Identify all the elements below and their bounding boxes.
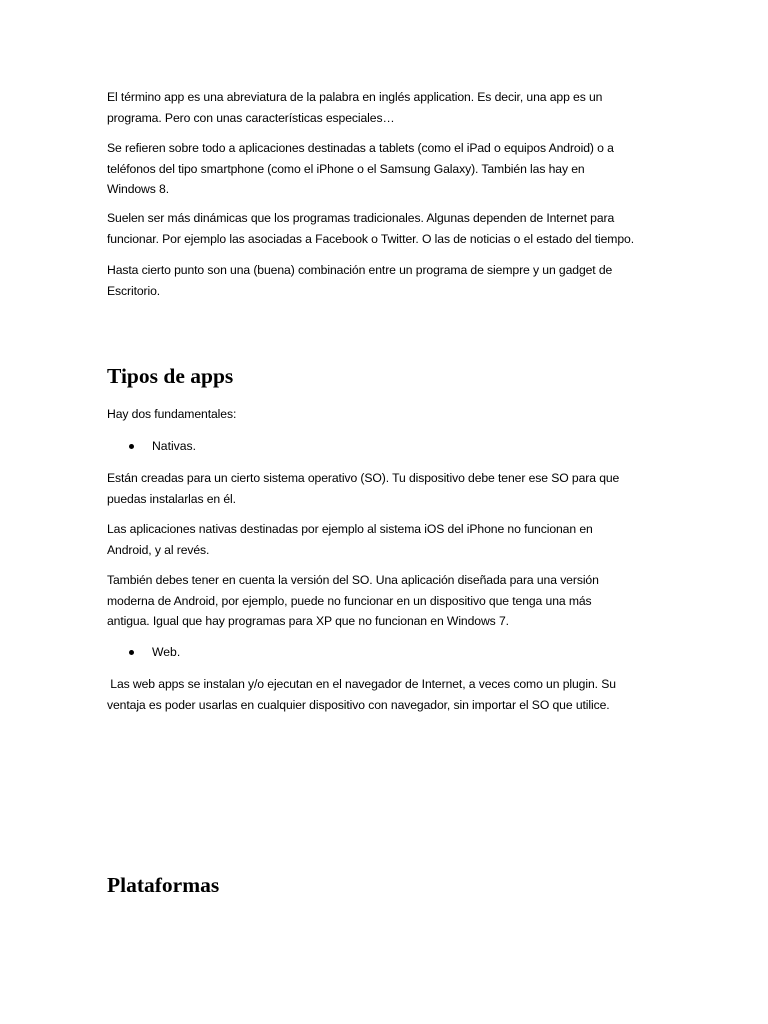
tipos-lead: Hay dos fundamentales: [107,407,237,421]
intro-paragraph-4: Hasta cierto punto son una (buena) combinación entre un programa de siempre y un gadget de Escritorio. [107,263,613,298]
tipos-paragraph-3: También debes tener en cuenta la versión del SO. Una aplicación diseñada para una versión moderna de Android, por ejemplo, puede no funcionar en un dispositivo que tenga una más antigua. Igual que hay programas para XP que no funcionan en Windows 7. [107,573,599,628]
intro-paragraph-3: Suelen ser más dinámicas que los programas tradicionales. Algunas dependen de Internet para funcionar. Por ejemplo las asociadas a Facebook o Twitter. O las de noticias o el estado del tiempo. [107,211,635,246]
tipos-paragraph-2: Las aplicaciones nativas destinadas por ejemplo al sistema iOS del iPhone no funcionan en Android, y al revés. [107,522,593,557]
intro-paragraph-2: Se refieren sobre todo a aplicaciones destinadas a tablets (como el iPad o equipos Android) o a teléfonos del tipo smartphone (como el iPhone o el Samsung Galaxy). También las hay en Windows 8. [107,141,614,196]
tipos-paragraph-4: Las web apps se instalan y/o ejecutan en el navegador de Internet, a veces como un plugin. Su ventaja es poder usarlas en cualquier dispositivo con navegador, sin importar el SO que utilice. [107,677,616,712]
section-heading-plataformas: Plataformas [107,873,220,897]
list-item-label: Web. [152,645,181,659]
bullet-icon [129,650,134,655]
list-item-web [129,642,180,662]
section-heading-tipos: Tipos de apps [107,364,234,388]
list-item-nativas [129,436,196,456]
tipos-paragraph-1: Están creadas para un cierto sistema operativo (SO). Tu dispositivo debe tener ese SO para que puedas instalarlas en él. [107,471,620,506]
intro-paragraph-1: El término app es una abreviatura de la palabra en inglés application. Es decir, una app es un programa. Pero con unas características especiales… [107,90,603,125]
bullet-icon [129,444,134,449]
list-item-label: Nativas. [152,439,197,453]
